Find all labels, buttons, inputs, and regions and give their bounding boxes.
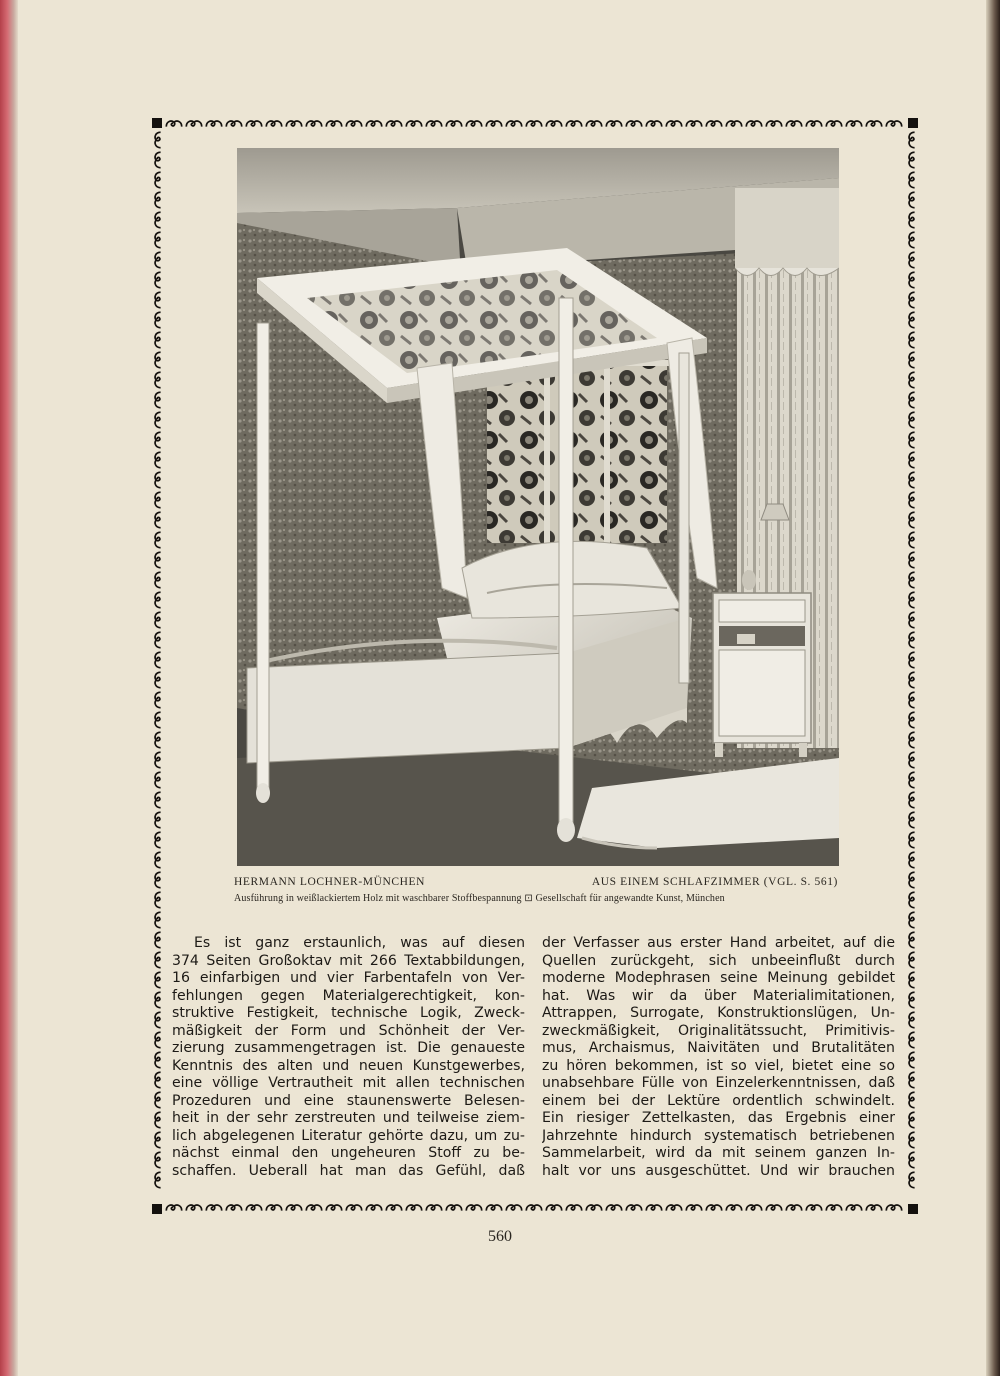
text-line: zweckmäßigkeit, Originalitätssucht, Primitivis- [542,1022,895,1039]
text-line: nächst einmal den ungeheuren Stoff zu be- [172,1145,525,1161]
text-line: mäßigkeit der Form und Schönheit der Ver- [172,1022,525,1039]
text-line: heit in der sehr zerstreuten und teilweise ziem- [172,1110,525,1126]
text-line: eine völlige Vertrautheit mit allen technischen [172,1075,525,1091]
text-line: Attrappen, Surrogate, Konstruktionslügen, Un- [542,1005,895,1021]
text-line: schaffen. Ueberall hat man das Gefühl, daß [172,1162,525,1179]
text-line: moderne Modephrasen seine Meinung gebildet [542,970,895,986]
text-line: struktive Festigkeit, technische Logik, Zweck- [172,1005,525,1021]
page-number: 560 [488,1228,512,1245]
text-line: unabsehbare Fülle von Einzelerkenntnissen, daß [542,1075,895,1091]
caption-title: AUS EINEM SCHLAFZIMMER (VGL. S. 561) [591,876,838,888]
text-line: 16 einfarbigen und vier Farbentafeln von Ver- [172,970,525,986]
text-line: Jahrzehnte hindurch systematisch betriebenen [542,1127,895,1144]
text-column-right [542,935,895,1180]
text-line: Quellen zurückgeht, sich unbeeinflußt durch [542,952,895,969]
text-column-left [172,935,525,1180]
book-spine-edge [0,0,18,1376]
text-line: Es ist ganz erstaunlich, was auf diesen [194,935,525,951]
text-line: Sammelarbeit, wird da mit seinem ganzen In- [542,1145,895,1161]
caption-artist: HERMANN LOCHNER-MÜNCHEN [234,876,426,888]
text-line: Prozeduren und eine staunenswerte Belesen- [172,1092,525,1109]
text-line: halt vor uns ausgeschüttet. Und wir brauchen [542,1162,895,1179]
text-line: mus, Archaismus, Naivitäten und Brutalitäten [542,1040,895,1056]
text-line: zu hören bekommen, ist so viel, bietet eine so [542,1057,895,1074]
text-line: lich abgelegenen Literatur gehörte dazu, um zu- [172,1127,525,1144]
text-line: der Verfasser aus erster Hand arbeitet, auf die [542,935,895,951]
caption-detail: Ausführung in weißlackiertem Holz mit waschbarer Stoffbespannung ⊡ Gesellschaft für angewandte Kunst, München [234,893,725,904]
bedroom-photograph [237,148,839,866]
text-line: Kenntnis des alten und neuen Kunstgewerbes, [172,1057,525,1074]
text-line: 374 Seiten Großoktav mit 266 Textabbildungen, [172,952,525,969]
text-line: einem bei der Lektüre ordentlich schwindelt. [542,1092,895,1109]
text-line: Ein riesiger Zettelkasten, das Ergebnis einer [542,1110,895,1126]
text-line: zierung zusammengetragen ist. Die genaueste [172,1040,525,1056]
page-edge-shadow [986,0,1000,1376]
text-line: fehlungen gegen Materialgerechtigkeit, kon- [172,987,525,1004]
text-line: hat. Was wir da über Materialimitationen, [542,987,895,1004]
